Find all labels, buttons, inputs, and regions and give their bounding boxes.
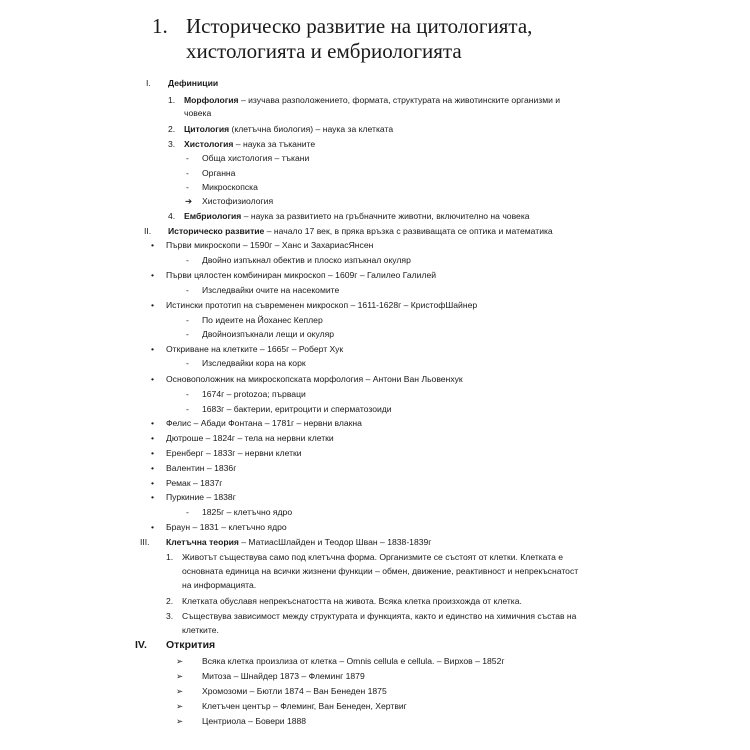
history-item-3-sub-1: По идеите на Йоханес Кеплер xyxy=(202,315,323,325)
arrowhead-bullet-icon: ➢ xyxy=(176,716,184,726)
arrowhead-bullet-icon: ➢ xyxy=(176,686,184,696)
section-2-heading-term: Историческо развитие xyxy=(168,226,265,236)
def-3-number: 3. xyxy=(168,139,176,149)
def-2-text: (клетъчна биология) – наука за клетката xyxy=(229,124,394,134)
section-3-heading xyxy=(166,537,431,548)
dash-bullet: - xyxy=(186,404,189,414)
bullet-dot-icon: • xyxy=(151,344,155,354)
section-3-heading-text: – МатиасШлайден и Теодор Шван – 1838-1839г xyxy=(238,537,432,547)
title-line-2: хистологията и ембриологията xyxy=(186,39,462,63)
postulate-1-number: 1. xyxy=(166,552,174,562)
def-3-sub-2: Органна xyxy=(202,168,236,178)
def-3-sub-1: Обща хистология – тъкани xyxy=(202,153,310,163)
dash-bullet: - xyxy=(186,358,189,368)
history-item-1: Първи микроскопи – 1590г – Ханс и ЗахариасЯнсен xyxy=(166,240,374,250)
dash-bullet: - xyxy=(186,168,189,178)
bullet-dot-icon: • xyxy=(151,374,155,384)
dash-bullet: - xyxy=(186,153,189,163)
history-item-1-sub-1: Двойно изпъкнал обектив и плоско изпъкнал окуляр xyxy=(202,255,411,265)
history-item-7: Дютроше – 1824г – тела на нервни клетки xyxy=(166,433,334,443)
history-item-4: Откриване на клетките – 1665г – Роберт Хук xyxy=(166,344,344,354)
discovery-4: Клетъчен център – Флеминг, Ван Бенеден, Хертвиг xyxy=(202,701,407,711)
history-item-11-sub-1: 1825г – клетъчно ядро xyxy=(202,507,293,517)
def-1-text: – изучава разположението, формата, структурата на животинските организми и xyxy=(238,95,561,105)
section-1-heading xyxy=(168,78,218,89)
section-3-heading-term: Клетъчна теория xyxy=(166,537,239,547)
arrow-bullet-icon: ➔ xyxy=(185,196,193,206)
def-2 xyxy=(184,124,393,135)
def-2-term: Цитология xyxy=(184,124,230,134)
postulate-2-number: 2. xyxy=(166,596,174,606)
history-item-3: Истински прототип на съвременен микроскоп – 1611-1628г – КристофШайнер xyxy=(166,300,478,310)
history-item-5: Основоположник на микроскопската морфология – Антони Ван Льовенхук xyxy=(166,374,463,384)
postulate-3-line-2: клетките. xyxy=(182,625,219,635)
history-item-2: Първи цялостен комбиниран микроскоп – 1609г – Галилео Галилей xyxy=(166,270,437,280)
bullet-dot-icon: • xyxy=(151,463,155,473)
def-1-continued: човека xyxy=(184,108,212,118)
history-item-8: Еренберг – 1833г – нервни клетки xyxy=(166,448,302,458)
history-item-6: Фелис – Абади Фонтана – 1781г – нервни влакна xyxy=(166,418,362,428)
bullet-dot-icon: • xyxy=(151,240,155,250)
def-1-term: Морфология xyxy=(184,95,239,105)
history-item-12: Браун – 1831 – клетъчно ядро xyxy=(166,522,287,532)
bullet-dot-icon: • xyxy=(151,448,155,458)
def-3-text: – наука за тъканите xyxy=(233,139,316,149)
discovery-5: Центриола – Бовери 1888 xyxy=(202,716,307,726)
def-4-text: – наука за развитието на гръбначните животни, включително на човека xyxy=(241,211,530,221)
bullet-dot-icon: • xyxy=(151,478,155,488)
section-2-number: II. xyxy=(144,226,152,236)
def-1 xyxy=(184,95,560,106)
bullet-dot-icon: • xyxy=(151,492,155,502)
arrowhead-bullet-icon: ➢ xyxy=(176,656,184,666)
history-item-10: Ремак – 1837г xyxy=(166,478,223,488)
page-title xyxy=(186,14,606,64)
def-3 xyxy=(184,139,315,150)
section-1-heading-text: Дефиниции xyxy=(168,78,219,88)
bullet-dot-icon: • xyxy=(151,270,155,280)
arrowhead-bullet-icon: ➢ xyxy=(176,671,184,681)
title-line-1: Историческо развитие на цитологията, xyxy=(186,14,533,38)
postulate-1-line-1: Животът съществува само под клетъчна форма. Организмите се състоят от клетки. Клетката е xyxy=(182,552,564,562)
def-4 xyxy=(184,211,530,222)
bullet-dot-icon: • xyxy=(151,433,155,443)
dash-bullet: - xyxy=(186,389,189,399)
postulate-1-line-3: на информацията. xyxy=(182,580,257,590)
dash-bullet: - xyxy=(186,182,189,192)
def-2-number: 2. xyxy=(168,124,176,134)
postulate-3-number: 3. xyxy=(166,611,174,621)
bullet-dot-icon: • xyxy=(151,522,155,532)
section-3-number: III. xyxy=(140,537,150,547)
def-1-number: 1. xyxy=(168,95,176,105)
postulate-2-line-1: Клетката обуславя непрекъснатостта на живота. Всяка клетка произхожда от клетка. xyxy=(182,596,522,606)
history-item-5-sub-1: 1674г – protozoa; първаци xyxy=(202,389,306,399)
arrowhead-bullet-icon: ➢ xyxy=(176,701,184,711)
history-item-2-sub-1: Изследвайки очите на насекомите xyxy=(202,285,340,295)
def-3-term: Хистология xyxy=(184,139,234,149)
section-4-heading: Открития xyxy=(166,639,216,651)
discovery-2: Митоза – Шнайдер 1873 – Флеминг 1879 xyxy=(202,671,365,681)
dash-bullet: - xyxy=(186,329,189,339)
def-4-term: Ембриология xyxy=(184,211,242,221)
section-1-number: I. xyxy=(146,78,151,88)
postulate-3-line-1: Съществува зависимост между структурата и функцията, както и единство на химичния състав на xyxy=(182,611,577,621)
def-3-sub-4: Хистофизиология xyxy=(202,196,274,206)
postulate-1-line-2: основната единица на всички жизнени функции – обмен, движение, реактивност и непрекъснатост xyxy=(182,566,579,576)
section-2-heading-text: – начало 17 век, в пряка връзка с развиващата се оптика и математика xyxy=(264,226,553,236)
bullet-dot-icon: • xyxy=(151,418,155,428)
discovery-3: Хромозоми – Бютли 1874 – Ван Бенеден 1875 xyxy=(202,686,387,696)
history-item-4-sub-1: Изследвайки кора на корк xyxy=(202,358,306,368)
discovery-1: Всяка клетка произлиза от клетка – Omnis cellula e cellula. – Вирхов – 1852г xyxy=(202,656,505,666)
title-number: 1. xyxy=(152,14,168,38)
dash-bullet: - xyxy=(186,507,189,517)
dash-bullet: - xyxy=(186,315,189,325)
bullet-dot-icon: • xyxy=(151,300,155,310)
def-4-number: 4. xyxy=(168,211,176,221)
section-4-number: IV. xyxy=(135,639,147,651)
section-2-heading xyxy=(168,226,553,237)
dash-bullet: - xyxy=(186,285,189,295)
dash-bullet: - xyxy=(186,255,189,265)
history-item-9: Валентин – 1836г xyxy=(166,463,237,473)
history-item-11: Пуркиние – 1838г xyxy=(166,492,236,502)
def-3-sub-3: Микроскопска xyxy=(202,182,258,192)
history-item-3-sub-2: Двойноизпъкнали лещи и окуляр xyxy=(202,329,335,339)
history-item-5-sub-2: 1683г – бактерии, еритроцити и сперматозоиди xyxy=(202,404,392,414)
